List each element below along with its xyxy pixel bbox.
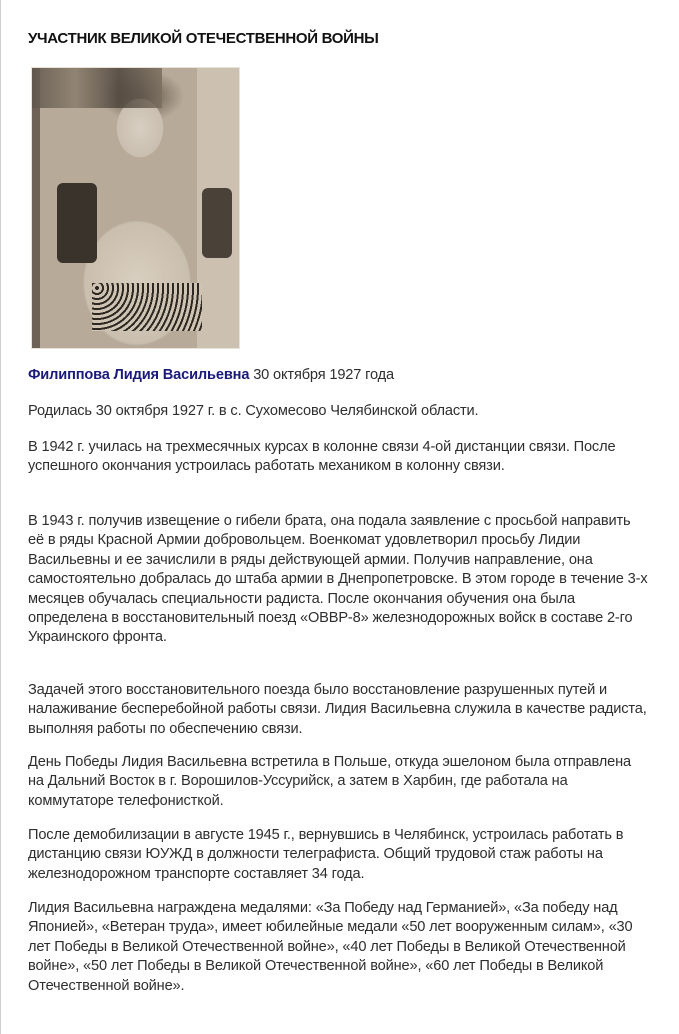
photo-background-painting (32, 68, 162, 108)
paragraph-1943: В 1943 г. получив извещение о гибели брата, она подала заявление с просьбой направить её в ряды Красной Армии добровольцем. Военкомат удовлетворил просьбу Лидии Васильевны и ее зачислили в ряды действующей армии. Получив направление, она самостоятельно добралась до штаба армии в Днепропетровске. В этом городе в течение 3-х месяцев обучалась специальности радиста. После окончания обучения она была определена в восстановительный поезд «ОВВР-8» железнодорожных войск в составе 2-го Украинского фронта. (28, 513, 648, 646)
birth-date: 30 октября 1927 года (249, 367, 394, 383)
paragraph-medals: Лидия Васильевна награждена медалями: «За Победу над Германией», «За победу над Японией», «Ветеран труда», имеет юбилейные медали «50 лет вооруженным силам», «30 лет Победы в Великой Отечественной войне», «40 лет Победы в Великой Отечественной войне», «50 лет Победы в Великой Отечественной войне», «60 лет Победы в Великой Отечественной войне». (28, 900, 633, 994)
photo-dress-pattern (92, 283, 202, 331)
paragraph-victory-day: День Победы Лидия Васильевна встретила в Польше, откуда эшелоном была отправлена на Дальний Восток в г. Ворошилов-Уссурийск, а затем в Харбин, где работала на коммутаторе телефонисткой. (28, 754, 631, 809)
person-name: Филиппова Лидия Васильевна (28, 367, 250, 383)
paragraph-demobilization: После демобилизации в августе 1945 г., вернувшись в Челябинск, устроилась работать в дистанцию связи ЮУЖД в должности телеграфиста. Общий трудовой стаж работы на железнодорожном транспорте составляет 34 года. (28, 827, 624, 882)
page-title: УЧАСТНИК ВЕЛИКОЙ ОТЕЧЕСТВЕННОЙ ВОЙНЫ (28, 30, 379, 47)
paragraph-train: Задачей этого восстановительного поезда было восстановление разрушенных путей и налаживание бесперебойной работы связи. Лидия Васильевна служила в качестве радиста, выполняя работы по обеспечению связи. (28, 682, 647, 737)
person-heading (28, 366, 648, 385)
portrait-photo (31, 67, 240, 349)
paragraph-birth: Родилась 30 октября 1927 г. в с. Сухомесово Челябинской области. (28, 403, 479, 419)
paragraph-1942: В 1942 г. училась на трехмесячных курсах в колонне связи 4-ой дистанции связи. После успешного окончания устроилась работать механиком в колонну связи. (28, 439, 616, 475)
photo-sleeve-left (57, 183, 97, 263)
photo-sleeve-right (202, 188, 232, 258)
